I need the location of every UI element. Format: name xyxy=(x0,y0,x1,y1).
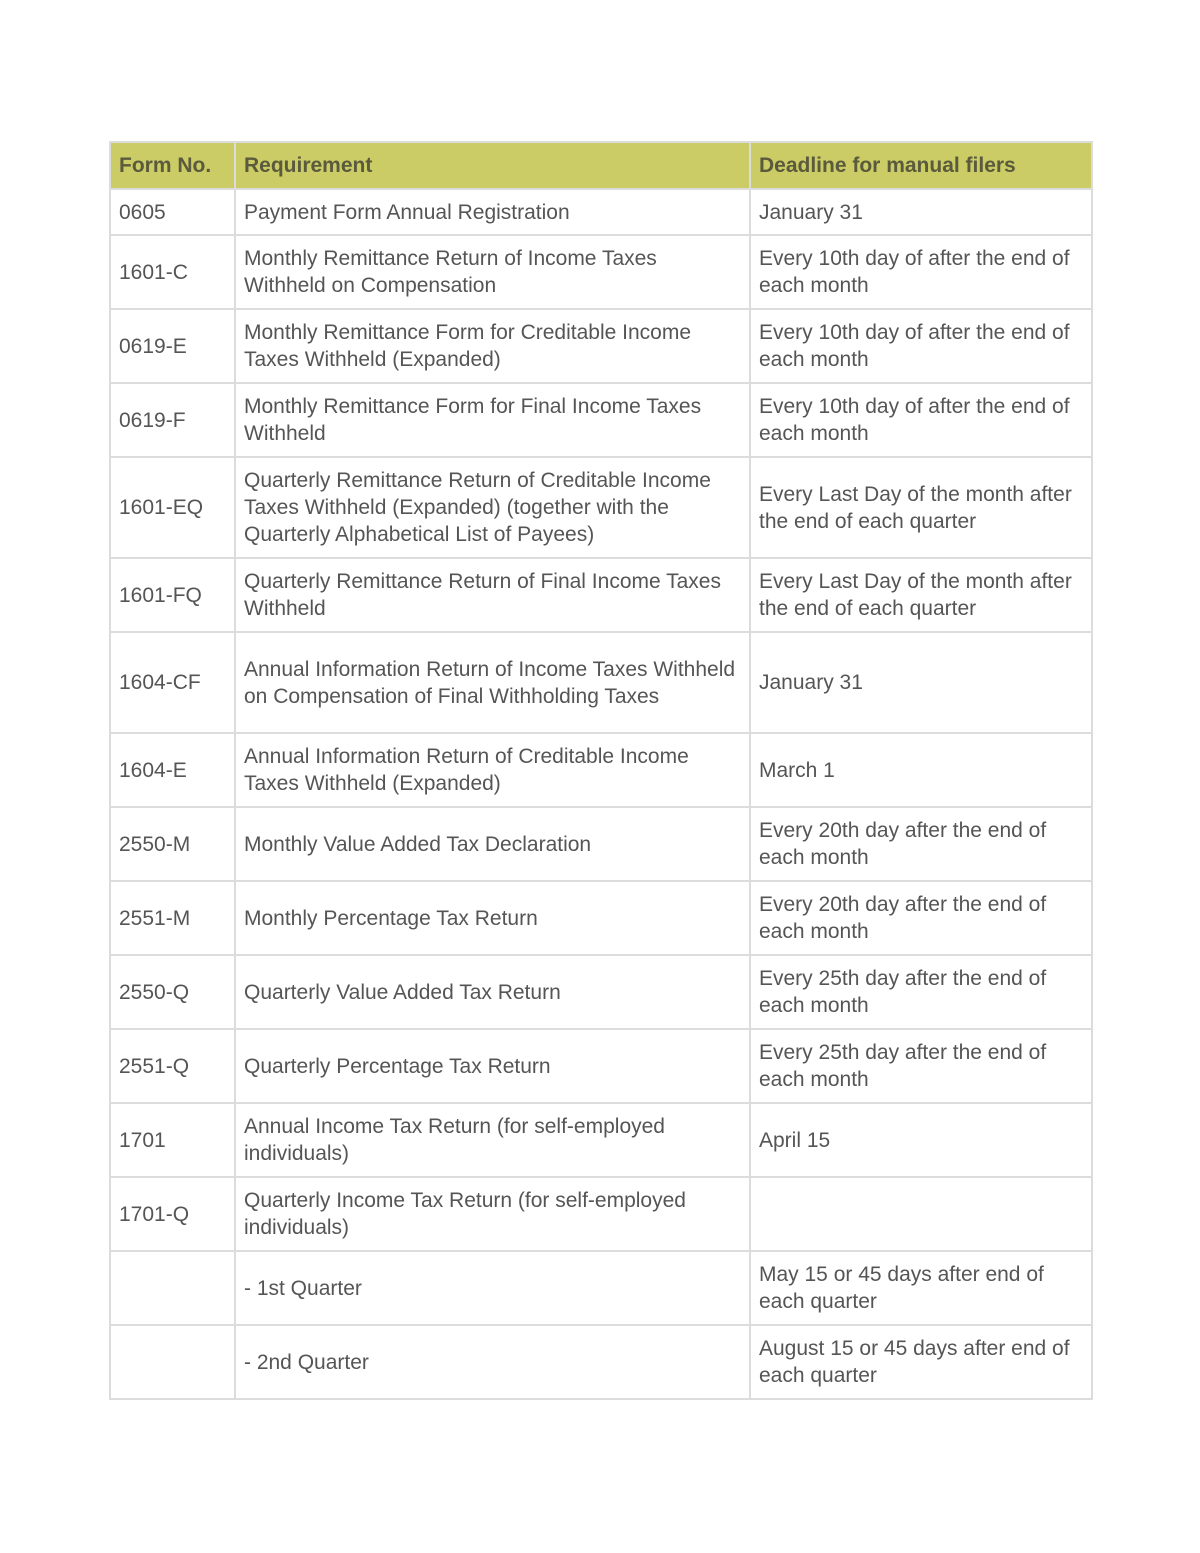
form-number-cell xyxy=(110,1251,235,1325)
deadline-cell: Every Last Day of the month after the end of each quarter xyxy=(750,558,1092,632)
form-number-cell: 0619-E xyxy=(110,309,235,383)
deadline-cell: Every 25th day after the end of each month xyxy=(750,1029,1092,1103)
table-row xyxy=(110,189,1092,235)
form-number-cell: 0619-F xyxy=(110,383,235,457)
form-number-cell: 1604-E xyxy=(110,733,235,807)
deadline-cell: Every 20th day after the end of each month xyxy=(750,807,1092,881)
deadline-cell: Every 10th day of after the end of each month xyxy=(750,309,1092,383)
form-number-cell: 2551-Q xyxy=(110,1029,235,1103)
requirement-cell: Monthly Value Added Tax Declaration xyxy=(235,807,750,881)
deadline-cell: January 31 xyxy=(750,632,1092,733)
deadline-cell: Every 20th day after the end of each month xyxy=(750,881,1092,955)
deadline-cell xyxy=(750,1177,1092,1251)
table-row xyxy=(110,1103,1092,1177)
requirement-cell: Quarterly Remittance Return of Creditable Income Taxes Withheld (Expanded) (together with the Quarterly Alphabetical List of Payees) xyxy=(235,457,750,558)
header-requirement: Requirement xyxy=(235,142,750,189)
requirement-cell: Annual Information Return of Creditable Income Taxes Withheld (Expanded) xyxy=(235,733,750,807)
deadline-cell: May 15 or 45 days after end of each quarter xyxy=(750,1251,1092,1325)
table-row xyxy=(110,235,1092,309)
requirement-cell: Annual Information Return of Income Taxes Withheld on Compensation of Final Withholding Taxes xyxy=(235,632,750,733)
form-number-cell: 1701-Q xyxy=(110,1177,235,1251)
requirement-cell: Monthly Remittance Form for Creditable Income Taxes Withheld (Expanded) xyxy=(235,309,750,383)
deadline-cell: Every 25th day after the end of each month xyxy=(750,955,1092,1029)
requirement-cell: - 2nd Quarter xyxy=(235,1325,750,1399)
form-number-cell: 2550-M xyxy=(110,807,235,881)
requirement-cell: Quarterly Remittance Return of Final Income Taxes Withheld xyxy=(235,558,750,632)
requirement-cell: Monthly Percentage Tax Return xyxy=(235,881,750,955)
table-row xyxy=(110,383,1092,457)
form-number-cell: 1601-C xyxy=(110,235,235,309)
form-number-cell: 1601-FQ xyxy=(110,558,235,632)
deadline-cell: January 31 xyxy=(750,189,1092,235)
form-number-cell: 2551-M xyxy=(110,881,235,955)
deadline-cell: August 15 or 45 days after end of each quarter xyxy=(750,1325,1092,1399)
requirement-cell: Annual Income Tax Return (for self-employed individuals) xyxy=(235,1103,750,1177)
header-form-no: Form No. xyxy=(110,142,235,189)
requirement-cell: Quarterly Value Added Tax Return xyxy=(235,955,750,1029)
form-number-cell xyxy=(110,1325,235,1399)
deadline-cell: Every 10th day of after the end of each month xyxy=(750,235,1092,309)
form-number-cell: 2550-Q xyxy=(110,955,235,1029)
table-row xyxy=(110,632,1092,733)
requirement-cell: Quarterly Percentage Tax Return xyxy=(235,1029,750,1103)
form-number-cell: 1601-EQ xyxy=(110,457,235,558)
table-row xyxy=(110,807,1092,881)
table-row xyxy=(110,309,1092,383)
requirement-cell: Payment Form Annual Registration xyxy=(235,189,750,235)
deadline-cell: April 15 xyxy=(750,1103,1092,1177)
deadline-cell: Every Last Day of the month after the end of each quarter xyxy=(750,457,1092,558)
table-row xyxy=(110,1251,1092,1325)
requirement-cell: - 1st Quarter xyxy=(235,1251,750,1325)
header-deadline: Deadline for manual filers xyxy=(750,142,1092,189)
deadline-cell: March 1 xyxy=(750,733,1092,807)
table-row xyxy=(110,881,1092,955)
table-body xyxy=(110,189,1092,1399)
table-row xyxy=(110,457,1092,558)
table-row xyxy=(110,1029,1092,1103)
table-row xyxy=(110,955,1092,1029)
table-row xyxy=(110,1325,1092,1399)
form-number-cell: 0605 xyxy=(110,189,235,235)
form-number-cell: 1701 xyxy=(110,1103,235,1177)
requirement-cell: Quarterly Income Tax Return (for self-employed individuals) xyxy=(235,1177,750,1251)
table-row xyxy=(110,558,1092,632)
requirement-cell: Monthly Remittance Return of Income Taxes Withheld on Compensation xyxy=(235,235,750,309)
table-row xyxy=(110,733,1092,807)
tax-deadline-table xyxy=(109,141,1093,1400)
requirement-cell: Monthly Remittance Form for Final Income Taxes Withheld xyxy=(235,383,750,457)
deadline-cell: Every 10th day of after the end of each month xyxy=(750,383,1092,457)
form-number-cell: 1604-CF xyxy=(110,632,235,733)
table-row xyxy=(110,1177,1092,1251)
table-header xyxy=(110,142,1092,189)
header-row xyxy=(110,142,1092,189)
